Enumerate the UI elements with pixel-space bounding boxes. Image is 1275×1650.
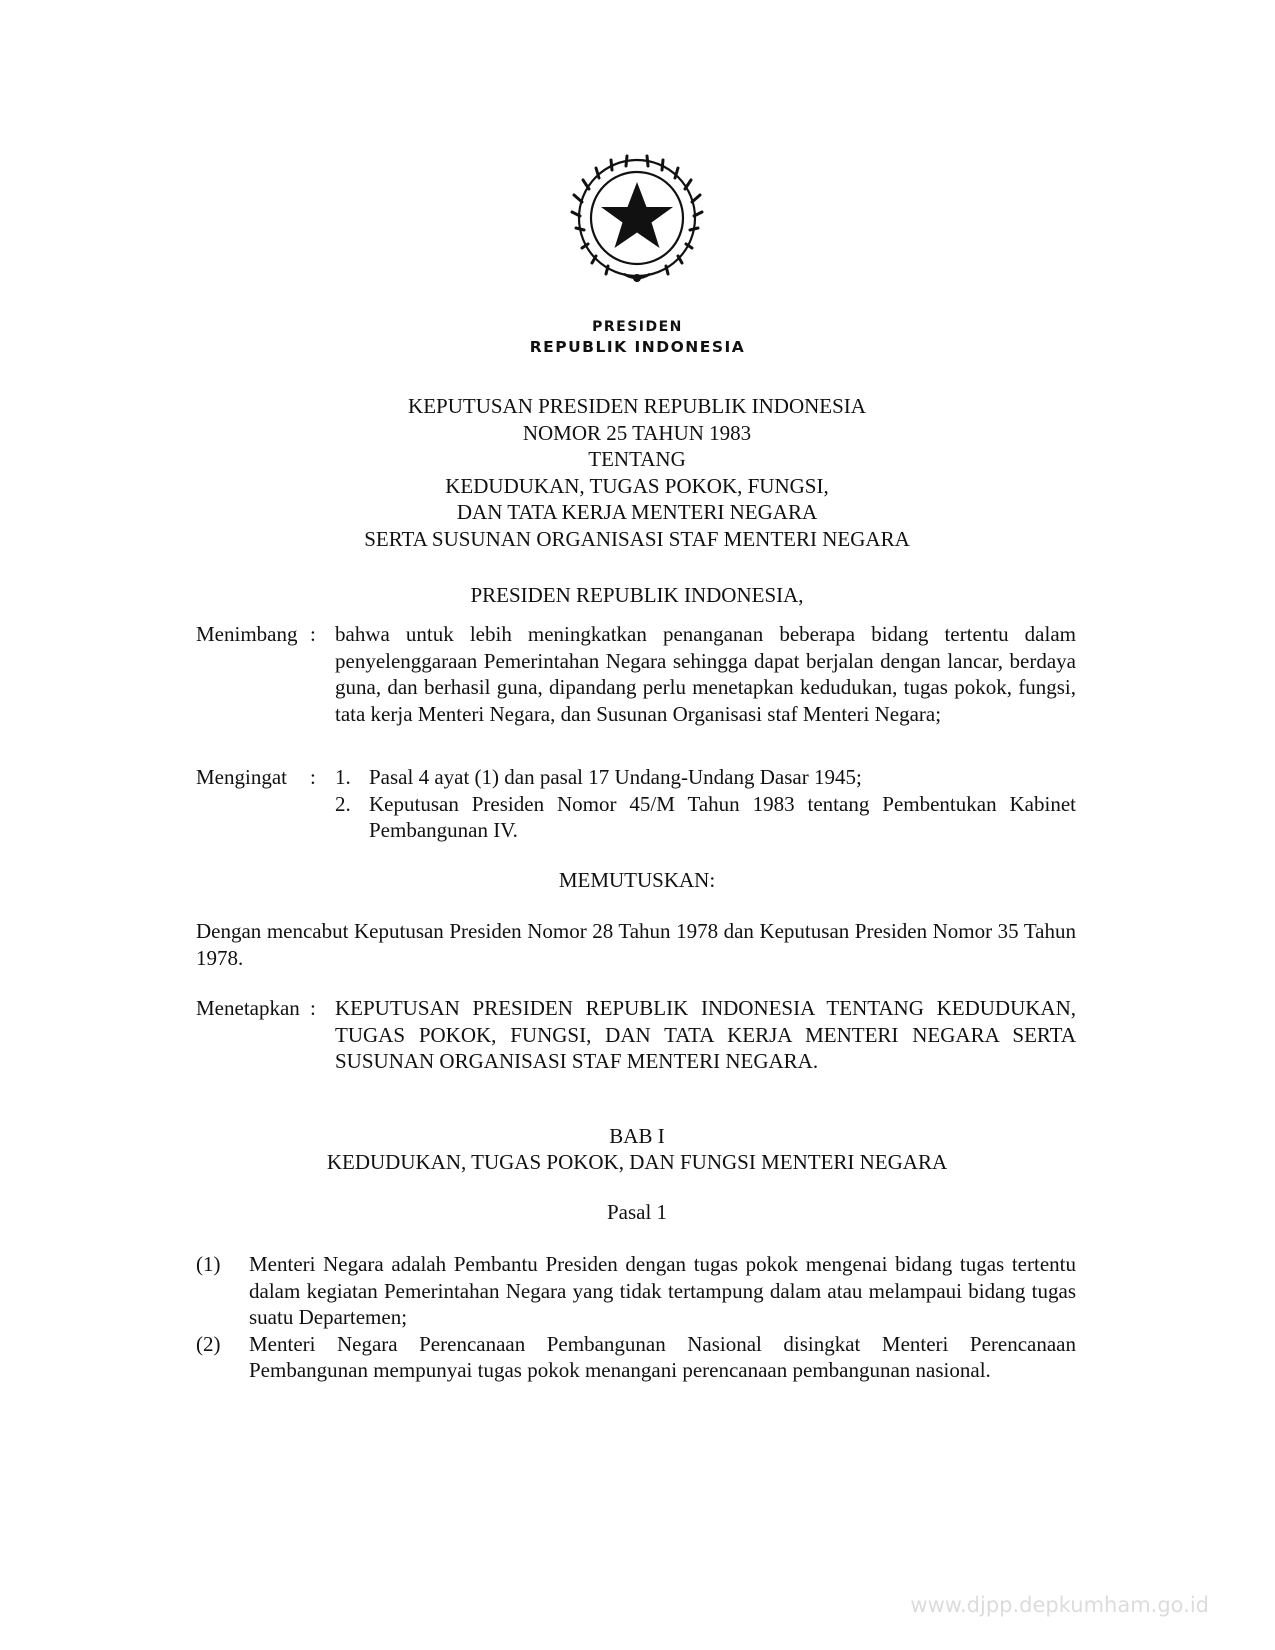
- menimbang-section: [196, 621, 1076, 727]
- pasal-heading: Pasal 1: [606, 1200, 668, 1224]
- bab-number: BAB I: [609, 1124, 665, 1148]
- pasal-item: [196, 1331, 1076, 1384]
- dengan-mencabut-paragraph: Dengan mencabut Keputusan Presiden Nomor 28 Tahun 1978 dan Keputusan Presiden Nomor 35 Tahun 1978.: [196, 919, 1076, 970]
- emblem-caption-republic: REPUBLIK INDONESIA: [529, 338, 746, 356]
- president-heading: PRESIDEN REPUBLIK INDONESIA,: [470, 583, 804, 607]
- title-line: DAN TATA KERJA MENTERI NEGARA: [456, 500, 818, 524]
- menimbang-text: bahwa untuk lebih meningkatkan penanganan beberapa bidang tertentu dalam penyelenggaraan Pemerintahan Negara sehingga dapat berjalan dengan lancar, berdaya guna, dan berhasil guna, dipandang perlu menetapkan kedudukan, tugas pokok, fungsi, tata kerja Menteri Negara, dan Susunan Organisasi staf Menteri Negara;: [335, 622, 1076, 726]
- menetapkan-colon: :: [310, 996, 316, 1020]
- menetapkan-section: [196, 995, 1076, 1075]
- title-line: KEPUTUSAN PRESIDEN REPUBLIK INDONESIA: [408, 394, 866, 418]
- list-item-number: 2.: [335, 791, 351, 816]
- pasal-list: [196, 1251, 1076, 1384]
- list-item-number: 1.: [335, 765, 351, 789]
- emblem-caption-president: PRESIDEN: [592, 319, 683, 335]
- menetapkan-text: KEPUTUSAN PRESIDEN REPUBLIK INDONESIA TENTANG KEDUDUKAN, TUGAS POKOK, FUNGSI, DAN TATA KERJA MENTERI NEGARA SERTA SUSUNAN ORGANISASI STAF MENTERI NEGARA.: [335, 996, 1076, 1073]
- menetapkan-label: Menetapkan: [196, 996, 300, 1020]
- title-line: SERTA SUSUNAN ORGANISASI STAF MENTERI NEGARA: [364, 526, 910, 551]
- title-line: TENTANG: [588, 447, 686, 471]
- menimbang-colon: :: [310, 622, 316, 646]
- list-item: [335, 764, 1076, 791]
- pasal-item-number: (1): [196, 1252, 221, 1276]
- mengingat-colon: :: [310, 765, 316, 789]
- list-item-text: Keputusan Presiden Nomor 45/M Tahun 1983 tentang Pembentukan Kabinet Pembangunan IV.: [369, 791, 1076, 842]
- memutuskan-heading: MEMUTUSKAN:: [558, 868, 716, 892]
- list-item: [335, 791, 1076, 844]
- pasal-item-text: Menteri Negara Perencanaan Pembangunan Nasional disingkat Menteri Perencanaan Pembangunan mempunyai tugas pokok menangani perencanaan pembangunan nasional.: [249, 1331, 1076, 1382]
- pasal-item-number: (2): [196, 1331, 221, 1356]
- watermark-url: www.djpp.depkumham.go.id: [910, 1593, 1209, 1617]
- list-item-text: Pasal 4 ayat (1) dan pasal 17 Undang-Undang Dasar 1945;: [369, 765, 862, 789]
- star-wreath-emblem-icon: [562, 148, 712, 290]
- mengingat-section: [196, 764, 1076, 844]
- pasal-item-text: Menteri Negara adalah Pembantu Presiden dengan tugas pokok mengenai bidang tugas tertentu dalam kegiatan Pemerintahan Negara yang tidak tertampung dalam atau melampaui bidang tugas suatu Departemen;: [249, 1252, 1076, 1329]
- title-line: KEDUDUKAN, TUGAS POKOK, FUNGSI,: [445, 473, 829, 498]
- bab-title: KEDUDUKAN, TUGAS POKOK, DAN FUNGSI MENTERI NEGARA: [326, 1150, 948, 1174]
- title-line: NOMOR 25 TAHUN 1983: [522, 420, 752, 445]
- pasal-item: [196, 1251, 1076, 1331]
- mengingat-label: Mengingat: [196, 765, 287, 789]
- mengingat-list: [335, 764, 1076, 844]
- document-title: [187, 393, 1087, 552]
- menimbang-label: Menimbang: [196, 622, 298, 646]
